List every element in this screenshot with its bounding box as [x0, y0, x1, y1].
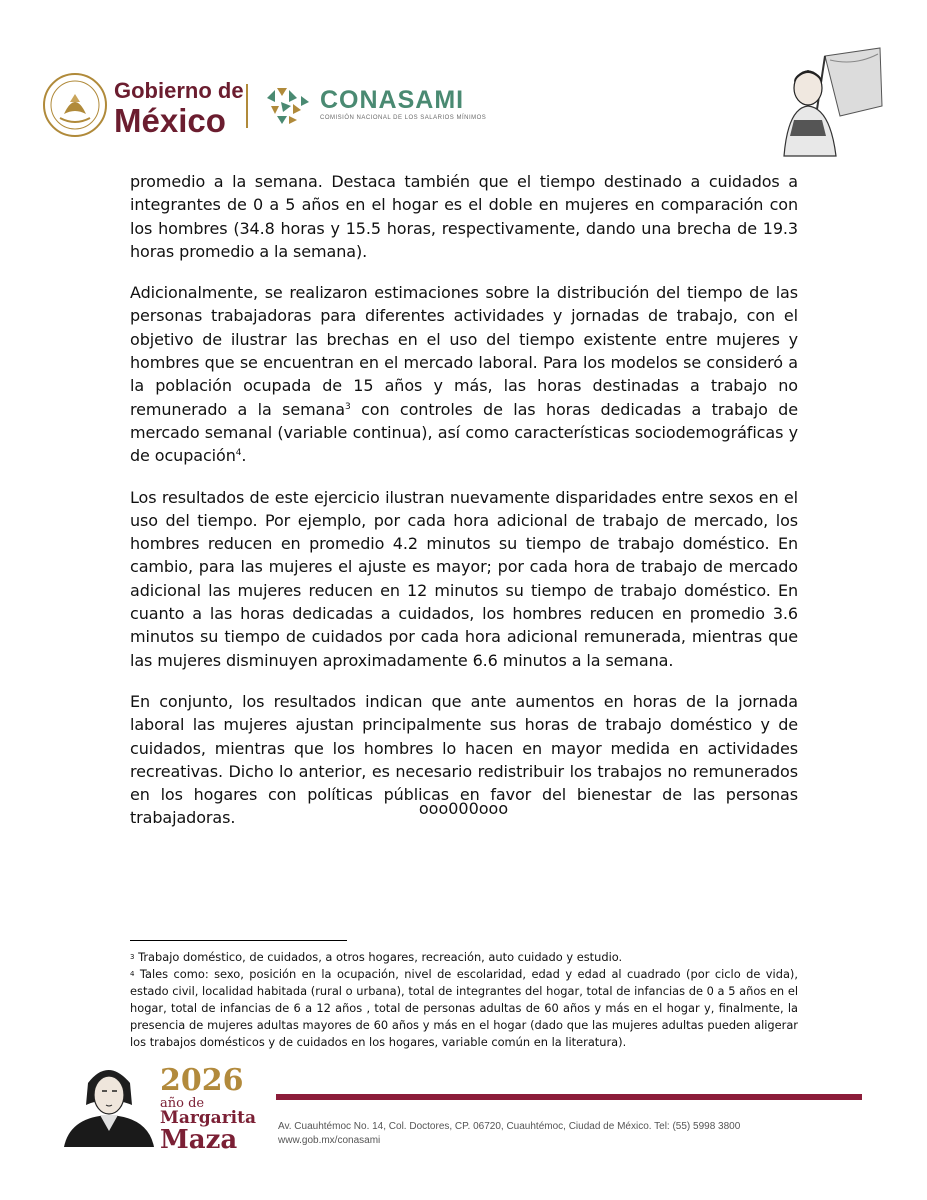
gobierno-line2: México	[114, 102, 226, 139]
year-of-margarita-maza-logo	[160, 1063, 256, 1155]
footnote-ref-4[interactable]: 4	[235, 448, 242, 459]
footnote-separator	[130, 940, 347, 941]
footnote-3-number: 3	[130, 953, 135, 961]
footnote-4	[130, 966, 798, 1051]
year-number: 2026	[160, 1063, 244, 1098]
paragraph-1: promedio a la semana. Destaca también que el tiempo destinado a cuidados a integrantes de 0 a 5 años en el hogar es el doble en mujeres en comparación con los hombres (34.8 horas y 15.5 horas, respectivamente, dando una brecha de 19.3 horas promedio a la semana).	[130, 172, 798, 261]
woman-with-flag-illustration-icon	[770, 46, 888, 158]
footer-website-link[interactable]: www.gob.mx/conasami	[278, 1135, 381, 1146]
footnote-4-number: 4	[130, 970, 135, 978]
gobierno-de-mexico-logo	[114, 80, 244, 137]
paragraph-2-part-b: con controles de las horas dedicadas a trabajo de mercado semanal (variable continua), así como características sociodemográficas y de ocupación	[130, 399, 798, 466]
document-body	[130, 170, 798, 848]
conasami-emblem-icon	[265, 84, 315, 128]
page-header	[0, 0, 927, 165]
footnote-3	[130, 949, 798, 966]
footer-address: Av. Cuauhtémoc No. 14, Col. Doctores, CP. 06720, Cuauhtémoc, Ciudad de México. Tel: (55) 5998 3800	[278, 1121, 741, 1132]
year-anio-de: año de	[160, 1096, 205, 1111]
conasami-name: CONASAMI	[320, 86, 465, 114]
paragraph-4: En conjunto, los resultados indican que ante aumentos en horas de la jornada laboral las mujeres ajustan principalmente sus horas de trabajo doméstico y de cuidados, mientras que los hombres lo hacen en mayor medida en actividades recreativas. Dicho lo anterior, es necesario redistribuir los trabajos no remunerados en los hogares con políticas públicas en favor del bienestar de las personas trabajadoras.	[130, 691, 798, 828]
logo-divider	[246, 84, 248, 128]
year-name-last: Maza	[160, 1125, 238, 1155]
paragraph-3: Los resultados de este ejercicio ilustran nuevamente disparidades entre sexos en el uso del tiempo. Por ejemplo, por cada hora adicional de trabajo de mercado, los hombres reducen en promedio 4.2 minutos su tiempo de trabajo doméstico. En cambio, para las mujeres el ajuste es mayor; por cada hora de trabajo de mercado adicional las mujeres reducen en 12 minutos su tiempo de trabajo doméstico. En cuanto a las horas dedicadas a cuidados, los hombres reducen en promedio 3.6 minutos su tiempo de cuidados por cada hora adicional remunerada, mientras que las mujeres disminuyen aproximadamente 6.6 minutos a la semana.	[130, 487, 798, 670]
year-name-first: Margarita	[160, 1108, 256, 1128]
footnote-ref-3[interactable]: 3	[345, 401, 351, 412]
footnotes	[130, 949, 798, 1051]
footnote-3-text: Trabajo doméstico, de cuidados, a otros hogares, recreación, auto cuidado y estudio.	[134, 950, 623, 964]
paragraph-2-part-a: Adicionalmente, se realizaron estimaciones sobre la distribución del tiempo de las personas trabajadoras para diferentes actividades y jornadas de trabajo, con el objetivo de ilustrar las brechas en el uso del tiempo existente entre mujeres y hombres que se encuentran en el mercado laboral. Para los modelos se consideró a la población ocupada de 15 años y más, las horas destinadas a trabajo no remunerado a la semana	[130, 283, 798, 419]
gobierno-line1: Gobierno de	[114, 78, 244, 103]
paragraph-2-part-c: .	[241, 446, 247, 466]
footer-contact	[278, 1120, 740, 1148]
margarita-maza-portrait-icon	[60, 1055, 158, 1147]
section-ornament: ooo000ooo	[418, 799, 509, 818]
conasami-subtitle: COMISIÓN NACIONAL DE LOS SALARIOS MÍNIMOS	[320, 115, 487, 121]
footnote-4-text: Tales como: sexo, posición en la ocupación, nivel de escolaridad, edad y edad al cuadrado (por ciclo de vida), estado civil, localidad habitada (rural o urbana), total de integrantes del hogar, total de infancias de 0 a 5 años en el hogar, total de infancias de 6 a 12 años , total de personas adultas de 60 años y más en el hogar y, finalmente, la presencia de mujeres adultas mayores de 60 años y más en el hogar (dado que las mujeres adultas pueden aligerar los trabajos domésticos y de cuidados en los hogares, variable común en la literatura).	[130, 967, 798, 1049]
paragraph-2	[130, 281, 798, 467]
footer-bar	[276, 1094, 862, 1100]
mexico-coat-of-arms-icon	[42, 72, 108, 138]
